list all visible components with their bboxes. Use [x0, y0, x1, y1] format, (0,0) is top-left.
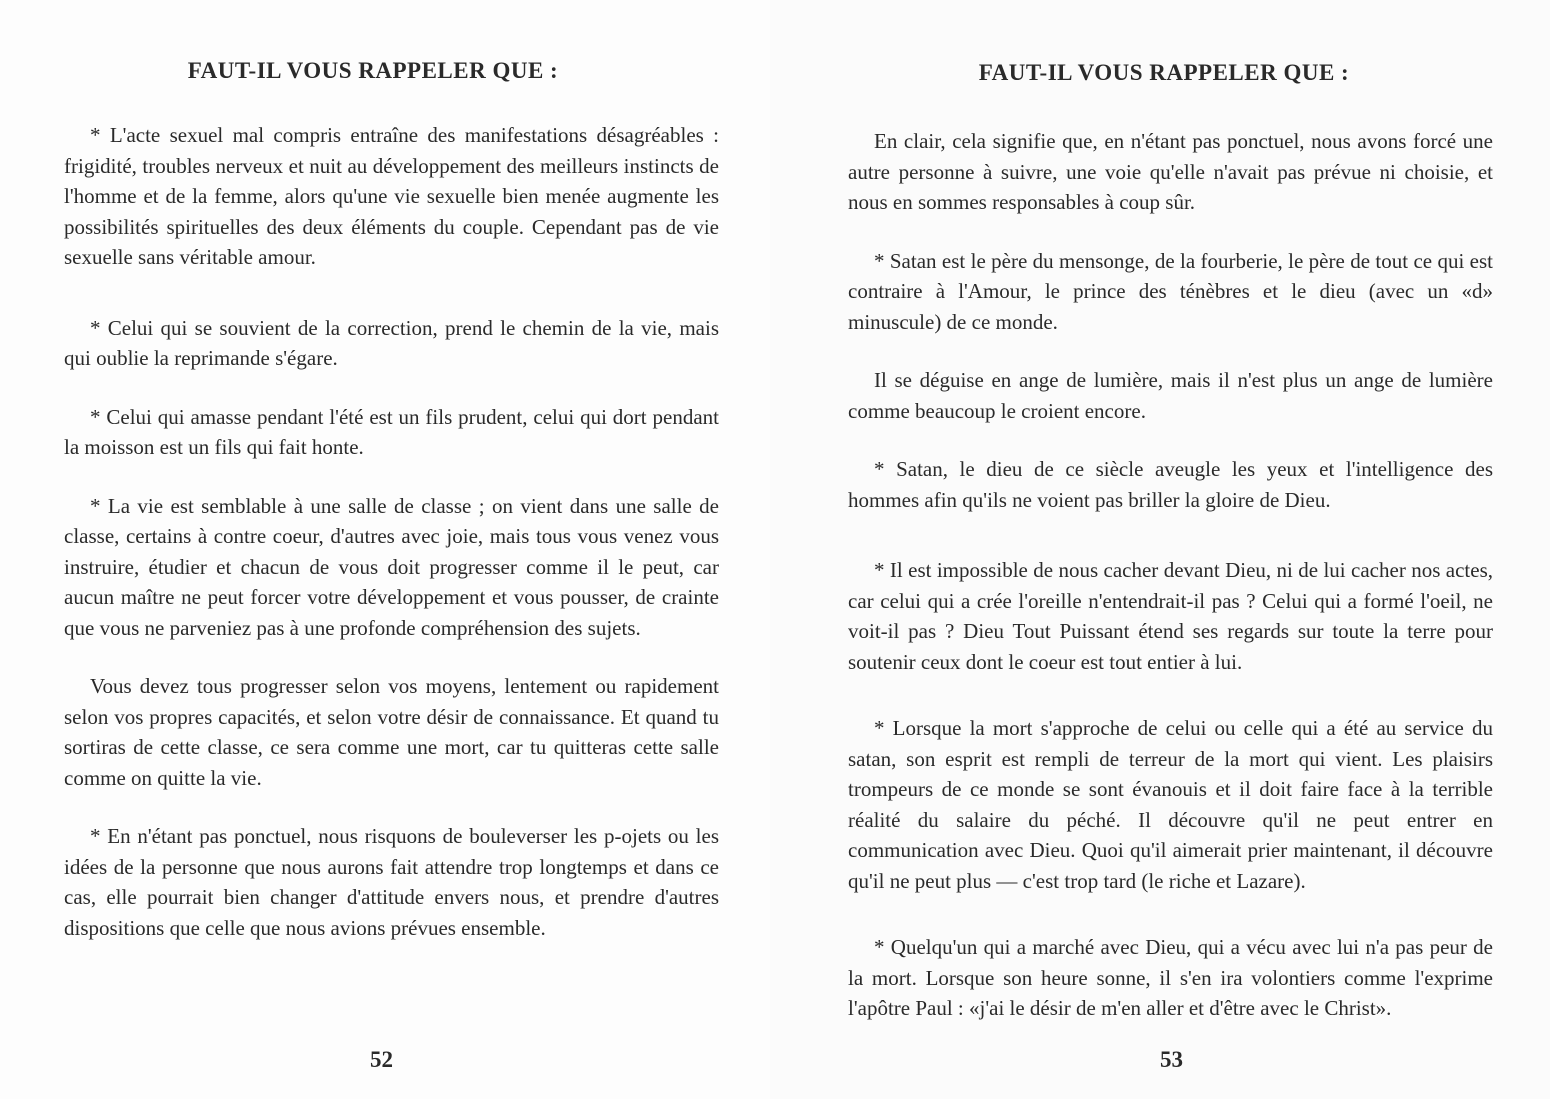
paragraph: * Quelqu'un qui a marché avec Dieu, qui a vécu avec lui n'a pas peur de la mort. Lorsque son heure sonne, il s'en ira volontiers comme l'exprime l'apôtre Paul : «j'ai le désir de m'en aller et d'être avec le Christ». [848, 935, 1493, 1020]
page-number: 52 [370, 1047, 393, 1072]
paragraph: Vous devez tous progresser selon vos moyens, lentement ou rapidement selon vos propres capacités, et selon votre désir de connaissance. Et quand tu sortiras de cette classe, ce sera comme une mort, car tu quitteras cette salle comme on quitte la vie. [64, 674, 719, 790]
paragraph: * Celui qui se souvient de la correction, prend le chemin de la vie, mais qui oublie la reprimande s'égare. [64, 315, 719, 370]
page-heading: FAUT-IL VOUS RAPPELER QUE : [978, 60, 1350, 85]
paragraph: * Satan est le père du mensonge, de la fourberie, le père de tout ce qui est contraire à l'Amour, le prince des ténèbres et le dieu (avec un «d» minuscule) de ce monde. [848, 248, 1493, 334]
paragraph: * Celui qui amasse pendant l'été est un fils prudent, celui qui dort pendant la moisson est un fils qui fait honte. [64, 404, 719, 459]
paragraph: * L'acte sexuel mal compris entraîne des manifestations désagréables : frigidité, troubles nerveux et nuit au développement des meilleurs instincts de l'homme et de la femme, alors qu'une vie sexuelle bien menée augmente les possibilités spirituelles des deux éléments du couple. Cependant pas de vie sexuelle sans véritable amour. [64, 123, 719, 269]
paragraph: En clair, cela signifie que, en n'étant pas ponctuel, nous avons forcé une autre personne à suivre, une voie qu'elle n'avait pas prévue ni choisie, et nous en sommes responsables à coup sûr. [848, 129, 1493, 214]
paragraph: * Lorsque la mort s'approche de celui ou celle qui a été au service du satan, son esprit est rempli de terreur de la mort qui vient. Les plaisirs trompeurs de ce monde se sont évanouis et il doit faire face à la terrible réalité du salaire du péché. Il découvre qu'il ne peut entrer en communication avec Dieu. Quoi qu'il aimerait prier maintenant, il découvre qu'il ne peut plus — c'est trop tard (le riche et Lazare). [848, 716, 1493, 893]
right-page [770, 0, 1550, 1099]
paragraph: * Il est impossible de nous cacher devant Dieu, ni de lui cacher nos actes, car celui qui a crée l'oreille n'entendrait-il pas ? Celui qui a formé l'oeil, ne voit-il pas ? Dieu Tout Puissant étend ses regards sur toute la terre pour soutenir ceux dont le coeur est tout entier à lui. [848, 558, 1493, 674]
page-heading: FAUT-IL VOUS RAPPELER QUE : [187, 58, 559, 83]
left-page [0, 0, 770, 1099]
paragraph: * La vie est semblable à une salle de classe ; on vient dans une salle de classe, certains à contre coeur, d'autres avec joie, mais tous vous venez vous instruire, étudier et chacun de vous doit progresser comme il le peut, car aucun maître ne peut forcer votre développement et vous pousser, de crainte que vous ne parveniez pas à une profonde compréhension des sujets. [64, 493, 719, 640]
paragraph: * En n'étant pas ponctuel, nous risquons de bouleverser les p-ojets ou les idées de la personne que nous aurons fait attendre trop longtemps et dans ce cas, elle pourrait bien changer d'attitude envers nous, et prendre d'autres dispositions que celle que nous avions prévues ensemble. [64, 824, 719, 940]
paragraph: Il se déguise en ange de lumière, mais il n'est plus un ange de lumière comme beaucoup le croient encore. [848, 368, 1493, 423]
page-number: 53 [1160, 1047, 1183, 1072]
paragraph: * Satan, le dieu de ce siècle aveugle les yeux et l'intelligence des hommes afin qu'ils ne voient pas briller la gloire de Dieu. [848, 457, 1493, 512]
